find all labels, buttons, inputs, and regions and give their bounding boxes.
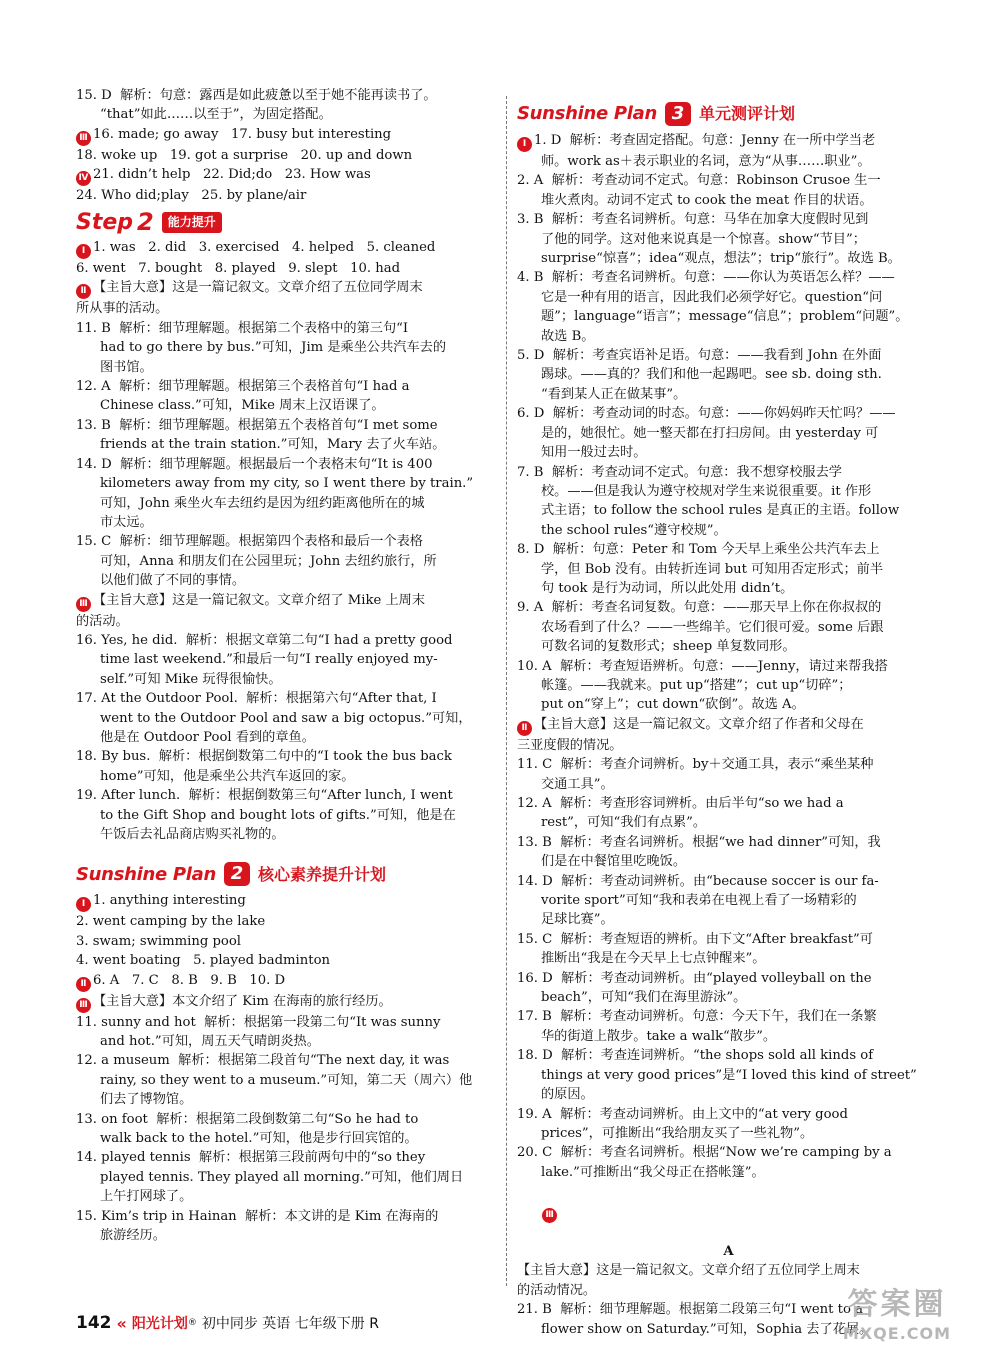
answer-line (517, 715, 940, 736)
left-block-1b (76, 125, 496, 206)
section-badge: Ⅱ (517, 721, 532, 736)
answer-text: “看到某人正在做某事”。 (541, 386, 687, 402)
answer-text: rest”，可知“我们有点累”。 (541, 815, 707, 831)
answer-text: 15. C 解析：考查短语的辨析。由下文“After breakfast”可 (517, 931, 873, 947)
answer-line (76, 358, 496, 377)
answer-text: 【主旨大意】这是一篇记叙文。文章介绍了作者和父母在 (534, 716, 864, 732)
answer-text: lake.”可推断出“我父母正在搭帐篷”。 (541, 1164, 765, 1180)
answer-line (517, 657, 940, 676)
answer-text: 8. D 解析：句意：Peter 和 Tom 今天早上乘坐公共汽车去上 (517, 542, 880, 558)
answer-line (76, 146, 496, 165)
answer-text: time last weekend.”和最后一句“I really enjoyed my- (100, 652, 438, 668)
section-badge: Ⅰ (76, 897, 91, 912)
step-label: Step (76, 209, 134, 235)
answer-line (76, 105, 496, 124)
answer-text: 15. C 解析：细节理解题。根据第四个表格和最后一个表格 (76, 534, 423, 550)
section-iii-marker (517, 1182, 940, 1242)
answer-text: 7. B 解析：考查动词不定式。句意：我不想穿校服去学 (517, 464, 842, 480)
answer-line (517, 365, 940, 384)
answer-line (517, 676, 940, 695)
answer-text: to the Gift Shop and bought lots of gifts.”可知，他是在 (100, 807, 456, 823)
answer-line (517, 618, 940, 637)
answer-line (517, 230, 940, 249)
answer-text: 15. Kim’s trip in Hainan 解析：本文讲的是 Kim 在海南的 (76, 1208, 439, 1224)
answer-line (76, 513, 496, 532)
answer-text: 师。work as＋表示职业的名词，意为“从事……职业”。 (541, 154, 871, 169)
answer-line (76, 1032, 496, 1051)
answer-text: 6. D 解析：考查动词的时态。句意：——你妈妈昨天忙吗？—— (517, 406, 896, 422)
section-badge: Ⅱ (76, 977, 91, 992)
section-badge: Ⅲ (76, 998, 91, 1013)
answer-line (517, 1007, 940, 1026)
answer-text: 它是一种有用的语言，因此我们必须学好它。question“问 (541, 289, 883, 305)
answer-text: 踢球。——真的？我们和他一起踢吧。see sb. doing sth. (541, 367, 882, 383)
answer-line (517, 152, 940, 171)
answer-line (517, 1066, 940, 1085)
answer-line (76, 891, 496, 912)
answer-line (76, 728, 496, 747)
answer-text: 12. A 解析：考查形容词辨析。由后半句“so we had a (517, 796, 844, 811)
answer-line (76, 709, 496, 728)
answer-line (517, 775, 940, 794)
column-divider (506, 96, 507, 1286)
answer-text: 3. B 解析：考查名词辨析。句意：马华在加拿大度假时见到 (517, 212, 869, 228)
sunshine-plan-2-heading (76, 862, 496, 886)
answer-line (517, 424, 940, 443)
answer-line (76, 299, 496, 318)
answer-line (76, 455, 496, 474)
answer-text: 堆火煮肉。动词不定式 to cook the meat 作目的状语。 (541, 192, 873, 208)
answer-line (76, 689, 496, 708)
answer-line (517, 540, 940, 559)
answer-text: 1. anything interesting (93, 893, 246, 909)
answer-text: 可数名词的复数形式；sheep 单复数同形。 (541, 639, 796, 655)
answer-line (517, 891, 940, 910)
answer-text: 18. woke up 19. got a surprise 20. up and down (76, 147, 413, 163)
answer-text: played tennis. They played all morning.”可知，他们周日 (100, 1169, 464, 1185)
answer-text: 三亚度假的情况。 (517, 737, 623, 753)
answer-text: beach”，可知“我们在海里游泳”。 (541, 990, 747, 1006)
answer-line (517, 1163, 940, 1182)
answer-text: 24. Who did;play 25. by plane/air (76, 188, 307, 204)
answer-text: 4. B 解析：考查名词辨析。句意：——你认为英语怎么样？—— (517, 270, 895, 286)
answer-text: 14. D 解析：细节理解题。根据最后一个表格末句“It is 400 (76, 456, 433, 472)
watermark-url: MXQE.COM (842, 1324, 952, 1343)
answer-text: 11. B 解析：细节理解题。根据第二个表格中的第三句“I (76, 320, 409, 336)
answer-line (517, 171, 940, 190)
answer-text: 1. was 2. did 3. exercised 4. helped 5. cleaned (93, 240, 436, 256)
answer-text: and hot.”可知，周五天气晴朗炎热。 (100, 1034, 320, 1050)
answer-text: 14. played tennis 解析：根据第三段前两句中的“so they (76, 1150, 426, 1166)
answer-text: 足球比赛”。 (541, 912, 614, 928)
chevron-icon: « (116, 1313, 127, 1333)
answer-line (517, 307, 940, 326)
answer-line (76, 571, 496, 590)
answer-text: 故选 B。 (541, 328, 595, 344)
answer-line (76, 1207, 496, 1226)
section-badge: Ⅲ (76, 131, 91, 146)
answer-line (76, 416, 496, 435)
answer-line (517, 930, 940, 949)
answer-text: friends at the train station.”可知，Mary 去了火车站。 (100, 437, 446, 453)
answer-line (76, 932, 496, 951)
answer-line (76, 377, 496, 396)
page-footer (76, 1313, 379, 1333)
answer-line (76, 612, 496, 631)
answer-text: 9. A 解析：考查名词复数。句意：——那天早上你在你叔叔的 (517, 600, 882, 616)
watermark-text: 答案圈 (847, 1287, 947, 1322)
answer-text: kilometers away from my city, so I went there by train.” (100, 476, 474, 492)
sunshine-plan-3-heading (517, 102, 940, 126)
answer-line (76, 1071, 496, 1090)
plan-number-badge: 3 (665, 102, 691, 126)
answer-text: 15. D 解析：句意：露西是如此疲惫以至于她不能再读书了。 (76, 88, 437, 103)
section-badge: Ⅰ (517, 137, 532, 152)
answer-text: 16. D 解析：考查动词辨析。由“played volleyball on the (517, 970, 872, 986)
answer-line (76, 971, 496, 992)
answer-line (517, 1261, 940, 1280)
answer-line (76, 1187, 496, 1206)
answer-text: surprise“惊喜”；idea“观点，想法”；trip“旅行”。故选 B。 (541, 251, 901, 267)
answer-text: 可知，John 乘坐火车去纽约是因为纽约距离他所在的城 (100, 495, 425, 511)
answer-line (517, 637, 940, 656)
answer-text: 【主旨大意】这是一篇记叙文。文章介绍了 Mike 上周末 (93, 592, 426, 608)
answer-line (517, 463, 940, 482)
answer-text: prices”，可推断出“我给朋友买了一些礼物”。 (541, 1125, 814, 1141)
answer-text: home”可知，他是乘坐公共汽车返回的家。 (100, 768, 355, 784)
answer-line (76, 1168, 496, 1187)
answer-line (76, 1051, 496, 1070)
answer-line (517, 521, 940, 540)
answer-line (76, 186, 496, 205)
answer-line (517, 813, 940, 832)
answer-text: 交通工具”。 (541, 776, 614, 792)
answer-line (76, 86, 496, 105)
answer-line (76, 396, 496, 415)
answer-text: had to go there by bus.”可知，Jim 是乘坐公共汽车去的 (100, 340, 447, 356)
answer-line (76, 1110, 496, 1129)
answer-text: 11. C 解析：考查介词辨析。by＋交通工具，表示“乘坐某种 (517, 757, 874, 773)
left-block-1 (76, 86, 496, 125)
answer-line (517, 949, 940, 968)
answer-text: 是的，她很忙。她一整天都在打扫房间。由 yesterday 可 (541, 425, 879, 441)
answer-text: 13. B 解析：细节理解题。根据第五个表格首句“I met some (76, 417, 438, 433)
answer-line (517, 1143, 940, 1162)
answer-text: 所从事的活动。 (76, 301, 169, 317)
answer-text: 18. D 解析：考查连词辨析。“the shops sold all kinds of (517, 1048, 874, 1064)
sunshine-plan-brand: Sunshine Plan (76, 863, 217, 885)
answer-line (517, 482, 940, 501)
answer-text: 们去了博物馆。 (100, 1092, 193, 1108)
answer-line (517, 910, 940, 929)
answer-text: 【主旨大意】这是一篇记叙文。文章介绍了五位同学上周末 (517, 1263, 860, 1279)
answer-line (517, 1105, 940, 1124)
answer-line (517, 327, 940, 346)
answer-line (76, 1226, 496, 1245)
left-block-3 (76, 891, 496, 1245)
answer-text: 【主旨大意】这是一篇记叙文。文章介绍了五位同学周末 (93, 280, 423, 296)
answer-text: 1. D 解析：考查固定搭配。句意：Jenny 在一所中学当老 (534, 133, 876, 148)
answer-line (76, 650, 496, 669)
answer-line (76, 1090, 496, 1109)
answer-line (517, 346, 940, 365)
answer-line (517, 988, 940, 1007)
answer-text: 的活动情况。 (517, 1282, 597, 1298)
answer-text: walk back to the hotel.”可知，他是步行回宾馆的。 (100, 1131, 418, 1147)
answer-text: 校。——但是我认为遵守校规对学生来说很重要。it 作形 (541, 483, 872, 499)
answer-text: 16. made; go away 17. busy but interesting (93, 126, 392, 142)
answer-text: 11. sunny and hot 解析：根据第一段第二句“It was sunny (76, 1014, 441, 1030)
step-2-heading (76, 207, 496, 236)
answer-line (517, 833, 940, 852)
right-block-1 (517, 131, 940, 1182)
answer-line (76, 825, 496, 844)
answer-line (76, 494, 496, 513)
answer-text: 13. on foot 解析：根据第二段倒数第二句“So he had to (76, 1111, 419, 1127)
plan-title: 单元测评计划 (699, 104, 796, 124)
answer-line (76, 532, 496, 551)
answer-text: 17. B 解析：考查动词辨析。句意：今天下午，我们在一条繁 (517, 1009, 877, 1025)
answer-text: 们是在中餐馆里吃晚饭。 (541, 854, 687, 870)
answer-text: 2. went camping by the lake (76, 914, 266, 930)
answer-line (76, 670, 496, 689)
answer-text: rainy, so they went to a museum.”可知，第二天（周六）他 (100, 1072, 473, 1088)
answer-line (517, 131, 940, 152)
answer-line (517, 1027, 940, 1046)
answer-text: 16. Yes, he did. 解析：根据文章第二句“I had a pretty good (76, 632, 453, 648)
answer-text: 12. a museum 解析：根据第二段首句“The next day, it was (76, 1053, 450, 1069)
answer-line (76, 319, 496, 338)
answer-line (76, 591, 496, 612)
answer-text: 19. A 解析：考查动词辨析。由上文中的“at very good (517, 1106, 848, 1122)
answer-text: 句 took 是行为动词，所以此处用 didn’t。 (541, 580, 794, 596)
answer-text: 21. didn’t help 22. Did;do 23. How was (93, 167, 371, 183)
answer-line (517, 872, 940, 891)
answer-text: 农场看到了什么？——一些绵羊。它们很可爱。some 后跟 (541, 619, 884, 635)
answer-text: 式主语；to follow the school rules 是真正的主语。follow (541, 503, 900, 519)
answer-line (517, 852, 940, 871)
answer-line (76, 806, 496, 825)
answer-text: 的原因。 (541, 1087, 594, 1103)
answer-line (517, 404, 940, 423)
answer-text: flower show on Saturday.”可知，Sophia 去了花展。 (541, 1321, 873, 1337)
answer-line (517, 560, 940, 579)
answer-line (76, 125, 496, 146)
registered-mark: ® (187, 1318, 197, 1328)
answer-text: 13. B 解析：考查名词辨析。根据“we had dinner”可知，我 (517, 834, 881, 850)
section-badge: Ⅱ (76, 284, 91, 299)
answer-text: 5. D 解析：考查宾语补足语。句意：——我看到 John 在外面 (517, 348, 882, 364)
answer-line (517, 443, 940, 462)
answer-text: 市太远。 (100, 514, 153, 530)
answer-line (76, 165, 496, 186)
left-column (76, 86, 496, 1246)
answer-line (517, 501, 940, 520)
section-badge: Ⅰ (76, 244, 91, 259)
answer-line (517, 288, 940, 307)
answer-text: 学，但 Bob 没有。由转折连词 but 可知用否定形式；前半 (541, 561, 884, 577)
answer-text: things at very good prices”是“I loved this kind of street” (541, 1067, 917, 1083)
answer-line (76, 1129, 496, 1148)
answer-text: 19. After lunch. 解析：根据倒数第三句“After lunch, I went (76, 788, 453, 804)
plan-title: 核心素养提升计划 (258, 864, 387, 884)
answer-line (76, 278, 496, 299)
answer-text: 帐篷。——我就来。put up“搭建”；cut up“切碎”； (541, 677, 852, 693)
answer-text: 17. At the Outdoor Pool. 解析：根据第六句“After that, I (76, 691, 437, 707)
section-badge: Ⅲ (542, 1208, 557, 1223)
series-brand: 阳光计划 (131, 1316, 188, 1332)
answer-line (517, 969, 940, 988)
answer-line (76, 238, 496, 259)
answer-text: 6. went 7. bought 8. played 9. slept 10. had (76, 261, 401, 277)
answer-text: 的活动。 (76, 613, 129, 629)
answer-line (517, 268, 940, 287)
answer-text: put on“穿上”；cut down“砍倒”。故选 A。 (541, 697, 805, 713)
answer-text: 【主旨大意】本文介绍了 Kim 在海南的旅行经历。 (93, 993, 392, 1009)
answer-line (76, 474, 496, 493)
answer-line (76, 259, 496, 278)
answer-line (76, 435, 496, 454)
answer-line (517, 1085, 940, 1104)
answer-text: 4. went boating 5. played badminton (76, 953, 331, 969)
step-number: 2 (137, 207, 154, 236)
answer-line (517, 1046, 940, 1065)
answer-text: 图书馆。 (100, 359, 153, 375)
answer-line (517, 385, 940, 404)
answer-text: 知用一般过去时。 (541, 445, 647, 461)
answer-text: 他是在 Outdoor Pool 看到的章鱼。 (100, 729, 315, 745)
answer-text: 20. C 解析：考查名词辨析。根据“Now we’re camping by a (517, 1145, 892, 1161)
answer-text: 了他的同学。这对他来说真是一个惊喜。show“节目”； (541, 231, 866, 247)
answer-text: went to the Outdoor Pool and saw a big octopus.”可知， (100, 710, 472, 726)
page-number: 142 (76, 1313, 112, 1333)
answer-line (76, 1013, 496, 1032)
answer-line (76, 786, 496, 805)
answer-line (517, 755, 940, 774)
answer-text: 14. D 解析：考查动词辨析。由“because soccer is our fa- (517, 873, 879, 889)
answer-line (517, 1124, 940, 1143)
answer-text: Chinese class.”可知，Mike 周末上汉语课了。 (100, 398, 385, 414)
answer-text: 21. B 解析：细节理解题。根据第二段第三句“I went to a (517, 1302, 863, 1318)
section-badge: Ⅲ (76, 597, 91, 612)
answer-text: 推断出“我是在今天早上七点钟醒来”。 (541, 951, 766, 967)
passage-a-label: A (723, 1243, 734, 1259)
answer-line (517, 191, 940, 210)
answer-line (517, 736, 940, 755)
answer-text: 旅游经历。 (100, 1228, 166, 1244)
left-block-2 (76, 238, 496, 844)
answer-text: 6. A 7. C 8. B 9. B 10. D (93, 972, 286, 988)
answer-text: 题”；language“语言”；message“信息”；problem“问题”。 (541, 309, 909, 325)
answer-line (76, 1148, 496, 1167)
answer-text: 华的街道上散步。take a walk“散步”。 (541, 1028, 777, 1044)
answer-line (76, 338, 496, 357)
answer-line (517, 210, 940, 229)
section-badge: Ⅳ (76, 171, 91, 186)
answer-line (76, 767, 496, 786)
answer-line (76, 747, 496, 766)
answer-text: 以他们做了不同的事情。 (100, 573, 246, 589)
answer-text: 2. A 解析：考查动词不定式。句意：Robinson Crusoe 生一 (517, 173, 881, 189)
answer-line (517, 695, 940, 714)
answer-line (76, 912, 496, 931)
answer-text: 10. A 解析：考查短语辨析。句意：——Jenny，请过来帮我搭 (517, 658, 888, 674)
sunshine-plan-brand: Sunshine Plan (517, 103, 658, 125)
answer-text: 午饭后去礼品商店购买礼物的。 (100, 827, 285, 842)
answer-text: 3. swam; swimming pool (76, 933, 241, 949)
answer-text: vorite sport”可知“我和表弟在电视上看了一场精彩的 (541, 893, 857, 909)
answer-text: 可知，Anna 和朋友们在公园里玩；John 去纽约旅行，所 (100, 553, 437, 569)
answer-text: self.”可知 Mike 玩得很愉快。 (100, 671, 282, 687)
answer-line (517, 794, 940, 813)
answer-text: 18. By bus. 解析：根据倒数第二句中的“I took the bus back (76, 749, 452, 765)
answer-text: 上午打网球了。 (100, 1189, 193, 1205)
answer-text: the school rules“遵守校规”。 (541, 522, 727, 538)
answer-text: 12. A 解析：细节理解题。根据第三个表格首句“I had a (76, 379, 410, 395)
answer-line (517, 249, 940, 268)
answer-text: “that”如此……以至于”，为固定搭配。 (100, 107, 332, 123)
answer-line (517, 579, 940, 598)
answer-line (517, 598, 940, 617)
answer-line (76, 992, 496, 1013)
plan-number-badge: 2 (224, 862, 250, 886)
answer-line (76, 552, 496, 571)
right-column (517, 104, 940, 1339)
book-description: 初中同步 英语 七年级下册 R (201, 1316, 379, 1332)
site-watermark (812, 1286, 982, 1356)
answer-line (76, 951, 496, 970)
answer-line (76, 631, 496, 650)
step-title: 能力提升 (162, 212, 222, 233)
